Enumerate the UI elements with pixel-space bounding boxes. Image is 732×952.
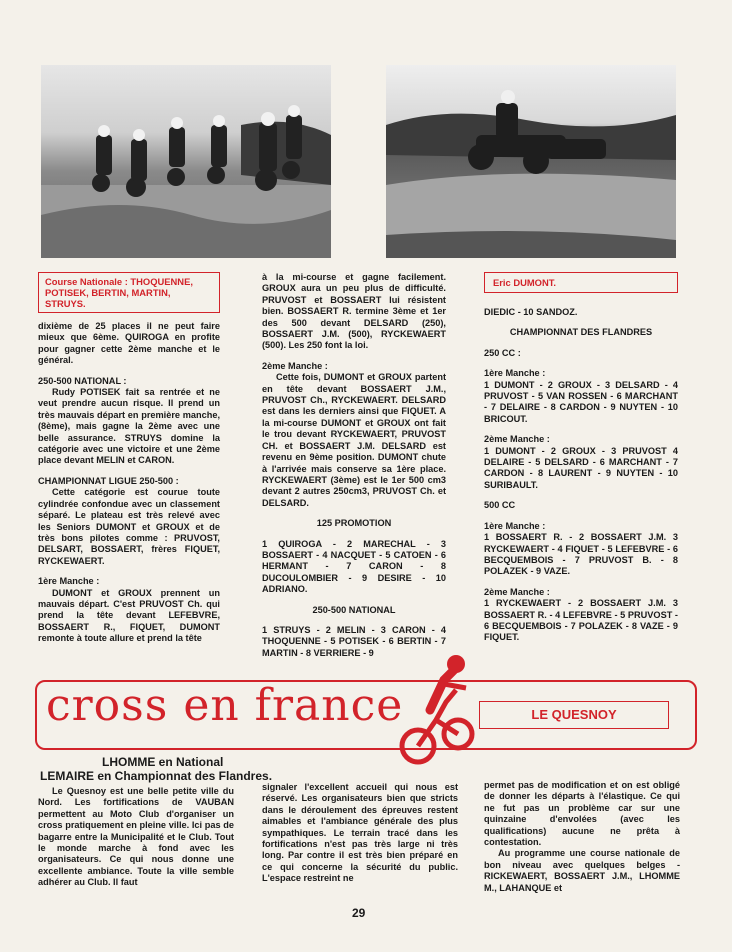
section-heading: 2ème Manche : bbox=[484, 434, 550, 445]
results-list: 1 DUMONT - 2 GROUX - 3 DELSARD - 4 PRUVOST - 5 VAN ROSSEN - 6 MARCHANT - 7 DELAIRE - 8 CARDON - 9 NUYTEN - 10 BRICOUT. bbox=[484, 379, 678, 424]
banner-subtitle: LE QUESNOY bbox=[479, 701, 669, 729]
paragraph: DIEDIC - 10 SANDOZ. bbox=[484, 307, 578, 317]
photo-sidecar bbox=[386, 65, 676, 258]
section-heading: 250-500 NATIONAL bbox=[312, 604, 396, 615]
section-heading: 1ère Manche : bbox=[484, 368, 546, 379]
paragraph: Au programme une course nationale de bon niveau avec quelques belges - RICKEWAERT, BOSSAERT J.M., LHOMME M., LAHANQUE et bbox=[484, 848, 680, 893]
bottom-column-3 bbox=[484, 780, 680, 903]
section-heading: 250-500 NATIONAL : bbox=[38, 375, 127, 386]
page-number: 29 bbox=[352, 906, 366, 920]
paragraph: Cette catégorie est courue toute cylindrée confondue avec un classement séparé. Le plateau est très relevé avec les Seniors DUMONT et GROUX et de très bons pilotes comme : PRUVOST, DELSART, BOSSAERT, frères FIQUET, RYCKEWAERT. bbox=[38, 487, 220, 566]
results-list: 1 RYCKEWAERT - 2 BOSSAERT J.M. 3 BOSSAERT R. - 4 LEFEBVRE - 5 PRUVOST - 6 BECQUEMBOIS - 7 POLAZEK - 8 VAZE - 9 FIQUET. bbox=[484, 598, 678, 643]
results-list: 1 QUIROGA - 2 MARECHAL - 3 BOSSAERT - 4 NACQUET - 5 CATOEN - 6 HERMANT - 7 CARON - 8 DUCOULOMBIER - 9 DESIRE - 10 ADRIANO. bbox=[262, 538, 446, 595]
column-1 bbox=[38, 272, 220, 654]
section-heading: 500 CC bbox=[484, 500, 516, 511]
paragraph: à la mi-course et gagne facilement. GROUX aura un peu plus de difficulté. PRUVOST et BOSSAERT lui résistent bien. BOSSAERT R. termine 3ème et 1er des 500 devant DELSARD (250), BOSSAERT J.M. (500), RYCKEWAERT (500). Les 250 font la loi. bbox=[262, 272, 446, 351]
column-2 bbox=[262, 272, 446, 668]
paragraph: Cette fois, DUMONT et GROUX partent en tête devant BOSSAERT J.M., PRUVOST Ch., RYCKEWAERT. DELSARD est dans les derniers ainsi que FIQUET. A la mi-course DUMONT et GROUX ont fait le trou devant RYCKEWAERT, PRUVOST CH. et BOSSAERT J.M. DELSARD est revenu en 9ème position. DUMONT chute à l'arrivée mais conserve sa 1ère place. RYCKEWAERT (3ème) est le 1er 500 cm3 devant 2 autres 250cm3, PRUVOST Ch. et DELSARD. bbox=[262, 372, 446, 508]
paragraph: permet pas de modification et on est obligé de donner les départs à l'élastique. Ce qui ne fut pas un problème car sur une quinzaine d'envolées (avec les qualifications) aucune ne prêta à contestation. bbox=[484, 780, 680, 848]
paragraph: DUMONT et GROUX prennent un mauvais départ. C'est PRUVOST Ch. qui prend la tête devant LEFEBVRE, BOSSAERT R., FIQUET, DUMONT remonte à toute allure et prend la tête bbox=[38, 587, 220, 644]
photo-riders-pack bbox=[41, 65, 331, 258]
results-list: 1 BOSSAERT R. - 2 BOSSAERT J.M. 3 RYCKEWAERT - 4 FIQUET - 5 LEFEBVRE - 6 BECQUEMBOIS - 7 PRUVOST B. - 8 POLAZEK - 9 VAZE. bbox=[484, 532, 678, 577]
section-heading: CHAMPIONNAT LIGUE 250-500 : bbox=[38, 475, 179, 486]
bottom-column-2 bbox=[262, 782, 458, 894]
paragraph: Rudy POTISEK fait sa rentrée et ne veut prendre aucun risque. Il prend un très mauvais départ en première manche, (8ème), mais gagne la 2ème avec une belle assurance. STRUYS domine la catégorie avec une victoire et une 2ème place devant MELIN et CARON. bbox=[38, 387, 220, 466]
motocross-rider-icon bbox=[396, 650, 478, 768]
column-3 bbox=[484, 272, 678, 653]
section-heading: CHAMPIONNAT DES FLANDRES bbox=[509, 327, 653, 338]
paragraph: dixième de 25 places il ne peut faire mieux que 6ème. QUIROGA en profite pour gagner cette 2ème manche et le général. bbox=[38, 321, 220, 366]
caption-box-eric-dumont: Eric DUMONT. bbox=[484, 272, 678, 293]
section-heading: 2ème Manche : bbox=[484, 586, 550, 597]
headline-line-2: LEMAIRE en Championnat des Flandres. bbox=[40, 769, 273, 783]
section-heading: 2ème Manche : bbox=[262, 360, 328, 371]
paragraph: signaler l'excellent accueil qui nous est réservé. Les organisateurs bien que stricts dans le déroulement des épreuves restent aimables et l'ambiance générale des plus sympathiques. Le terrain tracé dans les fortifications n'est pas très large ni très long. Par contre il est très bien préparé en ce qui concerne la sécurité du public. L'espace restreint ne bbox=[262, 782, 458, 884]
banner-title: cross en france bbox=[46, 680, 404, 731]
bottom-column-1 bbox=[38, 786, 234, 898]
results-list: 1 STRUYS - 2 MELIN - 3 CARON - 4 THOQUENNE - 5 POTISEK - 6 BERTIN - 7 MARTIN - 8 VERRIERE - 9 bbox=[262, 624, 446, 658]
section-heading: 1ère Manche : bbox=[484, 520, 546, 531]
section-heading: 1ère Manche : bbox=[38, 576, 100, 587]
results-list: 1 DUMONT - 2 GROUX - 3 PRUVOST 4 DELAIRE - 5 DELSARD - 6 MARCHANT - 7 CARDON - 8 LAURENT - 9 NUYTEN - 10 SURIBAULT. bbox=[484, 445, 678, 490]
section-heading: 250 CC : bbox=[484, 347, 521, 358]
section-heading: 125 PROMOTION bbox=[316, 518, 392, 529]
paragraph: Le Quesnoy est une belle petite ville du Nord. Les fortifications de VAUBAN permettent au Moto Club d'organiser un cross pratiquement en pleine ville. Ici pas de bagarre entre la Municipalité et le Club. Tout le monde marche à fond avec les organisateurs. Ce qui nous donne une excellente ambiance. Toute la ville semble adhérer au Club. Il faut bbox=[38, 786, 234, 888]
headline-line-1: LHOMME en National bbox=[102, 755, 224, 769]
caption-box-course-nationale: Course Nationale : THOQUENNE, POTISEK, BERTIN, MARTIN, STRUYS. bbox=[38, 272, 220, 313]
